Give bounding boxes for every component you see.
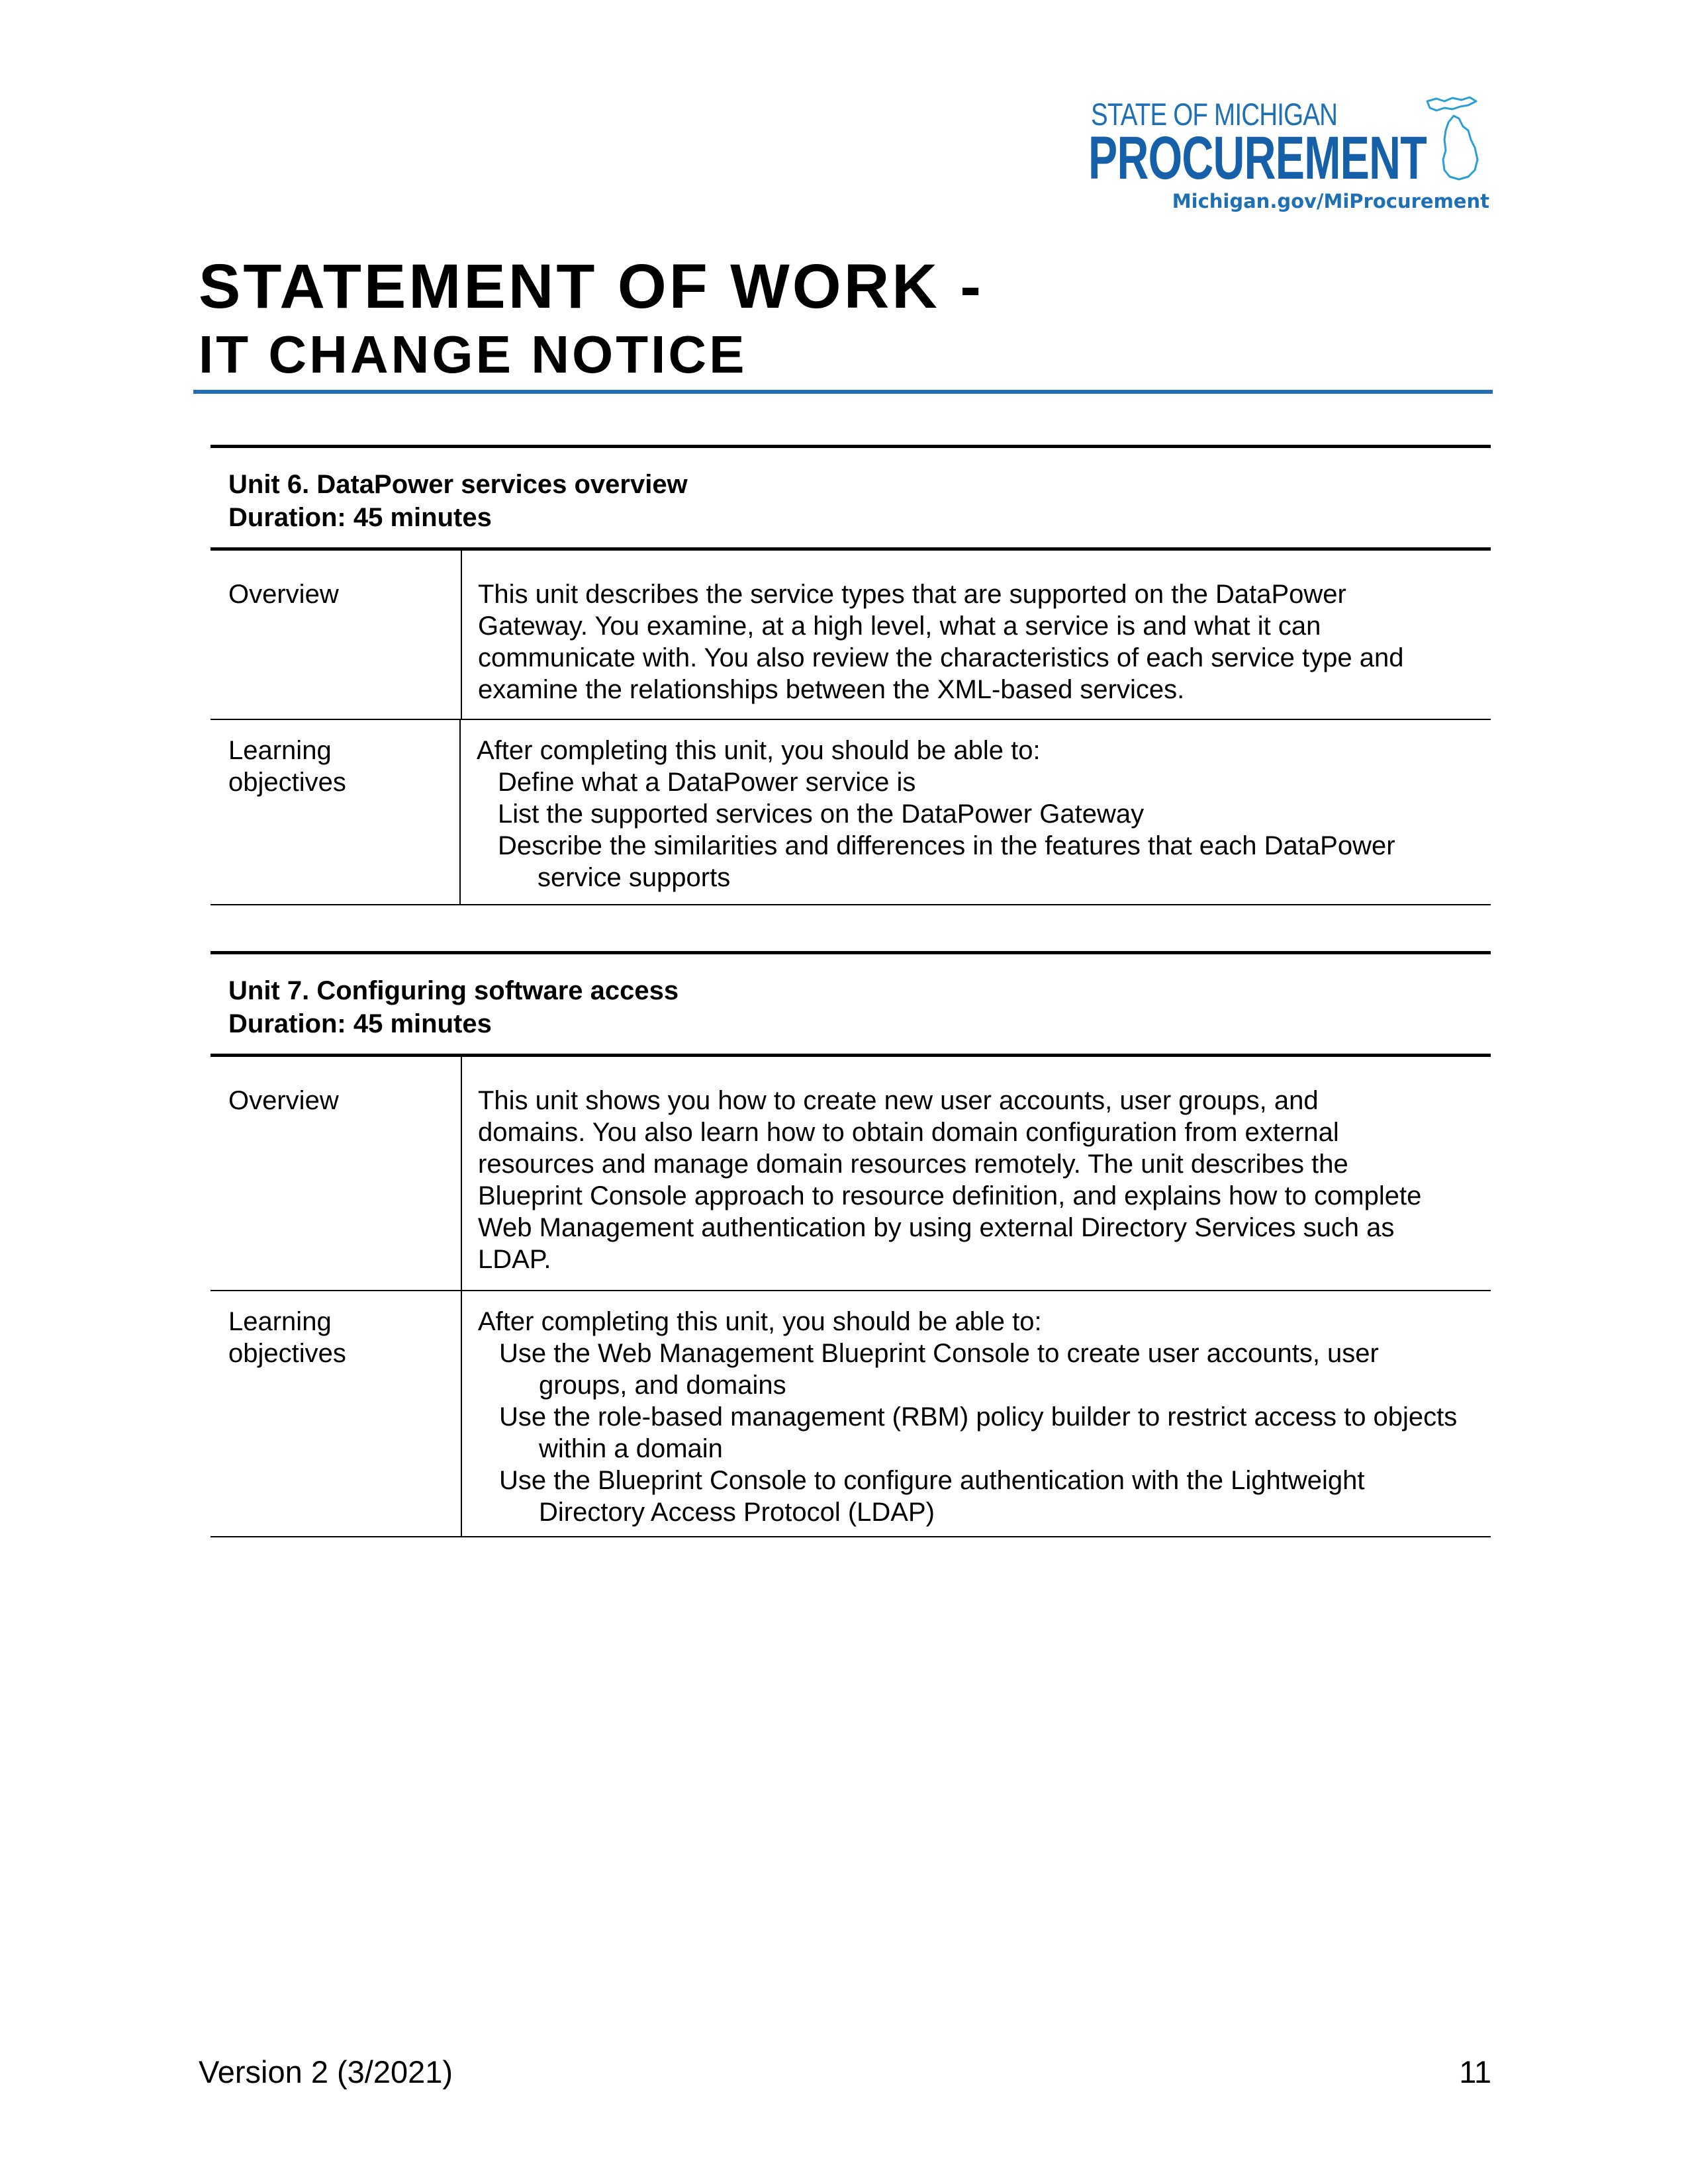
objective-item: Use the role-based management (RBM) policy builder to restrict access to objects within a domain: [499, 1402, 1458, 1463]
overview-line: examine the relationships between the XML-based services.: [478, 675, 1185, 704]
overview-line: Gateway. You examine, at a high level, what a service is and what it can: [478, 612, 1321, 641]
unit-duration: Duration: 45 minutes: [228, 503, 492, 532]
logo-url-text: Michigan.gov/MiProcurement: [1172, 190, 1489, 212]
objective-item: Define what a DataPower service is: [498, 768, 916, 797]
objective-item: Use the Blueprint Console to configure authentication with the Lightweight Directory Access Protocol (LDAP): [499, 1466, 1365, 1527]
objectives-intro: After completing this unit, you should be able to:: [478, 1307, 1042, 1336]
unit-duration: Duration: 45 minutes: [228, 1009, 492, 1038]
overview-line: resources and manage domain resources remotely. The unit describes the: [478, 1150, 1348, 1179]
overview-text: [462, 1057, 1491, 1290]
footer-version: Version 2 (3/2021): [199, 2054, 453, 2089]
objective-item: Describe the similarities and differences in the features that each DataPower service supports: [498, 831, 1395, 892]
objectives-label-line: Learning: [228, 1307, 332, 1336]
learning-objectives-row: [211, 1291, 1491, 1537]
unit-header: [211, 951, 1491, 1057]
state-of-michigan-procurement-logo: [1086, 96, 1496, 215]
unit-heading: Unit 7. Configuring software access: [228, 976, 679, 1005]
unit-6-table: [211, 445, 1491, 905]
title-divider: [193, 390, 1493, 394]
objectives-label-line: Learning: [228, 736, 332, 765]
objective-item: Use the Web Management Blueprint Console to create user accounts, user groups, and domains: [499, 1339, 1379, 1400]
overview-line: Blueprint Console approach to resource definition, and explains how to complete: [478, 1181, 1422, 1210]
overview-line: This unit describes the service types that are supported on the DataPower: [478, 580, 1346, 609]
michigan-map-icon: [1422, 96, 1488, 189]
overview-line: communicate with. You also review the characteristics of each service type and: [478, 643, 1404, 672]
overview-row: [211, 551, 1491, 720]
objectives-label-line: objectives: [228, 768, 346, 797]
unit-heading: Unit 6. DataPower services overview: [228, 470, 688, 499]
objective-item: List the supported services on the DataPower Gateway: [498, 799, 1145, 829]
page-title-line-1: STATEMENT OF WORK -: [199, 251, 984, 322]
overview-line: domains. You also learn how to obtain domain configuration from external: [478, 1118, 1339, 1147]
overview-line: This unit shows you how to create new user accounts, user groups, and: [478, 1086, 1319, 1115]
overview-text: [462, 551, 1491, 719]
overview-line: LDAP.: [478, 1245, 551, 1274]
objectives-label-line: objectives: [228, 1339, 346, 1368]
logo-procurement-text: PROCUREMENT: [1088, 124, 1427, 192]
objectives-label: [211, 720, 461, 904]
page-title-line-2: IT CHANGE NOTICE: [199, 325, 747, 384]
unit-header: [211, 445, 1491, 551]
footer-page-number: 11: [1459, 2054, 1491, 2089]
overview-line: Web Management authentication by using external Directory Services such as: [478, 1213, 1395, 1242]
overview-row: [211, 1057, 1491, 1291]
objectives-label: [211, 1291, 462, 1536]
overview-label: Overview: [211, 1057, 462, 1290]
objectives-intro: After completing this unit, you should be able to:: [477, 736, 1041, 765]
unit-7-table: [211, 951, 1491, 1537]
overview-label: Overview: [211, 551, 462, 719]
objectives-text: [462, 1291, 1491, 1536]
objectives-text: [461, 720, 1491, 904]
learning-objectives-row: [211, 720, 1491, 905]
logo-state-text: STATE OF MICHIGAN: [1091, 97, 1338, 132]
